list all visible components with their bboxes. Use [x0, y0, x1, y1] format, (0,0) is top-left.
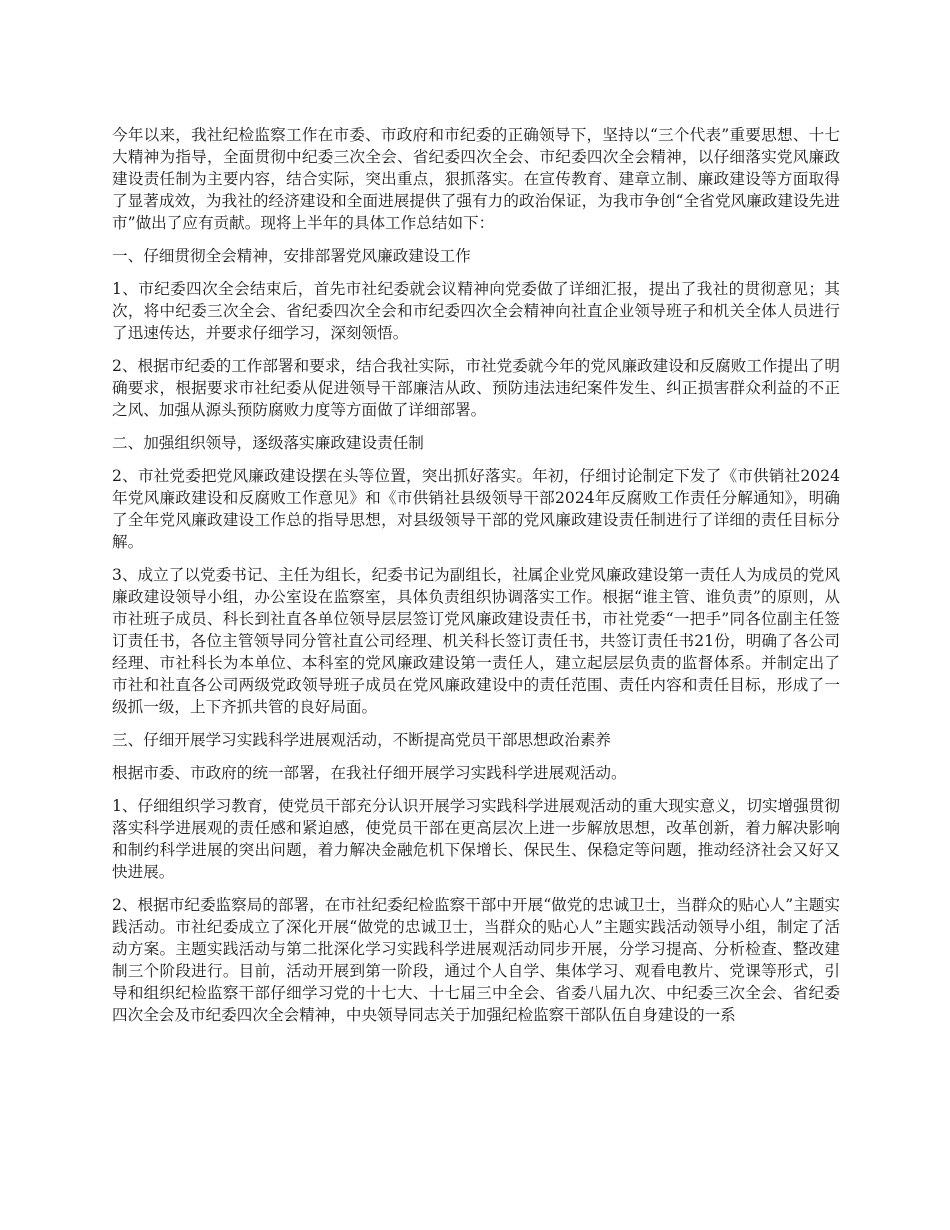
body-paragraph: 根据市委、市政府的统一部署，在我社仔细开展学习实践科学进展观活动。 [112, 764, 627, 782]
body-paragraph: 3、成立了以党委书记、主任为组长，纪委书记为副组长，社属企业党风廉政建设第一责任人为成员的党风廉政建设领导小组，办公室设在监察室，具体负责组织协调落实工作。根据“谁主管、谁负责”的原则，从市社班子成员、科长到社直各单位领导层层签订党风廉政建设责任书，市社党委“一把手”同各位副主任签订责任书，各位主管领导同分管社直公司经理、机关科长签订责任书，共签订责任书21份，明确了各公司经理、市社科长为本单位、本科室的党风廉政建设第一责任人，建立起层层负责的监督体系。并制定出了市社和社直各公司两级党政领导班子成员在党风廉政建设中的责任范围、责任内容和责任目标，形成了一级抓一级，上下齐抓共管的良好局面。 [112, 566, 840, 716]
section-heading-2: 二、加强组织领导，逐级落实廉政建设责任制 [112, 434, 424, 452]
body-paragraph: 2、市社党委把党风廉政建设摆在头等位置，突出抓好落实。年初，仔细讨论制定下发了《市供销社2024年党风廉政建设和反腐败工作意见》和《市供销社县级领导干部2024年反腐败工作责任分解通知》，明确了全年党风廉政建设工作总的指导思想，对县级领导干部的党风廉政建设责任制进行了详细的责任目标分解。 [112, 467, 840, 551]
body-paragraph: 1、仔细组织学习教育，使党员干部充分认识开展学习实践科学进展观活动的重大现实意义，切实增强贯彻落实科学进展观的责任感和紧迫感，使党员干部在更高层次上进一步解放思想，改革创新，着力解决影响和制约科学进展的突出问题，着力解决金融危机下保增长、保民生、保稳定等问题，推动经济社会又好又快进展。 [112, 797, 840, 881]
document-body [112, 124, 840, 1037]
intro-paragraph: 今年以来，我社纪检监察工作在市委、市政府和市纪委的正确领导下，坚持以“三个代表”重要思想、十七大精神为指导，全面贯彻中纪委三次全会、省纪委四次全会、市纪委四次全会精神，以仔细落实党风廉政建设责任制为主要内容，结合实际，突出重点，狠抓落实。在宣传教育、建章立制、廉政建设等方面取得了显著成效，为我社的经济建设和全面进展提供了强有力的政治保证，为我市争创“全省党风廉政建设先进市”做出了应有贡献。现将上半年的具体工作总结如下： [112, 126, 840, 232]
body-paragraph: 1、市纪委四次全会结束后，首先市社纪委就会议精神向党委做了详细汇报，提出了我社的贯彻意见；其次，将中纪委三次全会、省纪委四次全会和市纪委四次全会精神向社直企业领导班子和机关全体人员进行了迅速传达，并要求仔细学习，深刻领悟。 [112, 280, 840, 342]
body-paragraph: 2、根据市纪委监察局的部署，在市社纪委纪检监察干部中开展“做党的忠诚卫士，当群众的贴心人”主题实践活动。市社纪委成立了深化开展“做党的忠诚卫士，当群众的贴心人”主题实践活动领导小组，制定了活动方案。主题实践活动与第二批深化学习实践科学进展观活动同步开展，分学习提高、分析检查、整改建制三个阶段进行。目前，活动开展到第一阶段，通过个人自学、集体学习、观看电教片、党课等形式，引导和组织纪检监察干部仔细学习党的十七大、十七届三中全会、省委八届九次、中纪委三次全会、省纪委四次全会及市纪委四次全会精神，中央领导同志关于加强纪检监察干部队伍自身建设的一系 [112, 896, 840, 1024]
body-paragraph: 2、根据市纪委的工作部署和要求，结合我社实际，市社党委就今年的党风廉政建设和反腐败工作提出了明确要求，根据要求市社纪委从促进领导干部廉洁从政、预防违法违纪案件发生、纠正损害群众利益的不正之风、加强从源头预防腐败力度等方面做了详细部署。 [112, 357, 840, 419]
section-heading-3: 三、仔细开展学习实践科学进展观活动，不断提高党员干部思想政治素养 [112, 731, 612, 749]
section-heading-1: 一、仔细贯彻全会精神，安排部署党风廉政建设工作 [112, 247, 471, 265]
